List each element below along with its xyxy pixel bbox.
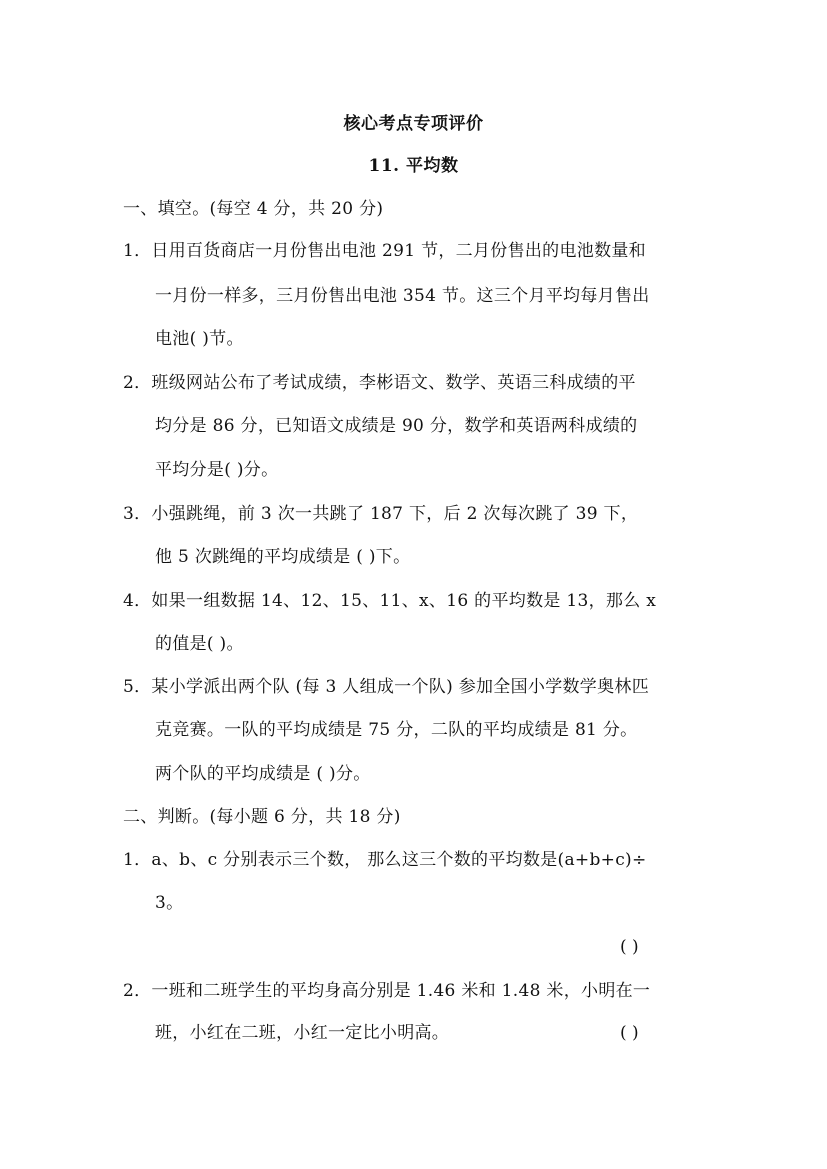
s1-q5-line1: 5．某小学派出两个队 (每 3 人组成一个队) 参加全国小学数学奥林匹 <box>123 677 650 697</box>
s1-q1-line3: 电池( )节。 <box>155 329 244 349</box>
s1-q1-line2: 一月份一样多，三月份售出电池 354 节。这三个月平均每月售出 <box>155 286 650 306</box>
section2-heading: 二、判断。(每小题 6 分，共 18 分) <box>123 807 401 827</box>
s2-q2-answer-bracket: ( ) <box>620 1023 639 1043</box>
document-title: 核心考点专项评价 <box>343 114 484 134</box>
s1-q2-line1: 2．班级网站公布了考试成绩，李彬语文、数学、英语三科成绩的平 <box>123 373 636 393</box>
section1-heading: 一、填空。(每空 4 分，共 20 分) <box>123 199 384 219</box>
document-subtitle: 11. 平均数 <box>368 156 459 176</box>
s1-q5-line3: 两个队的平均成绩是 ( )分。 <box>155 764 371 784</box>
s1-q3-line1: 3．小强跳绳，前 3 次一共跳了 187 下，后 2 次每次跳了 39 下， <box>123 504 639 524</box>
s2-q1-answer-bracket: ( ) <box>620 937 639 957</box>
s1-q2-line3: 平均分是( )分。 <box>155 460 279 480</box>
s1-q2-line2: 均分是 86 分，已知语文成绩是 90 分，数学和英语两科成绩的 <box>155 416 638 436</box>
s1-q1-line1: 1．日用百货商店一月份售出电池 291 节，二月份售出的电池数量和 <box>123 241 646 261</box>
s2-q2-line1: 2．一班和二班学生的平均身高分别是 1.46 米和 1.48 米，小明在一 <box>123 981 651 1001</box>
s1-q5-line2: 克竞赛。一队的平均成绩是 75 分，二队的平均成绩是 81 分。 <box>155 720 638 740</box>
s2-q2-line2: 班，小红在二班，小红一定比小明高。 <box>155 1023 450 1043</box>
s1-q4-line1: 4．如果一组数据 14、12、15、11、x、16 的平均数是 13，那么 x <box>123 591 657 611</box>
s1-q3-line2: 他 5 次跳绳的平均成绩是 ( )下。 <box>155 547 411 567</box>
s1-q4-line2: 的值是( )。 <box>155 634 244 654</box>
s2-q1-line2: 3。 <box>155 893 184 913</box>
s2-q1-line1: 1．a、b、c 分别表示三个数， 那么这三个数的平均数是(a+b+c)÷ <box>123 850 647 870</box>
